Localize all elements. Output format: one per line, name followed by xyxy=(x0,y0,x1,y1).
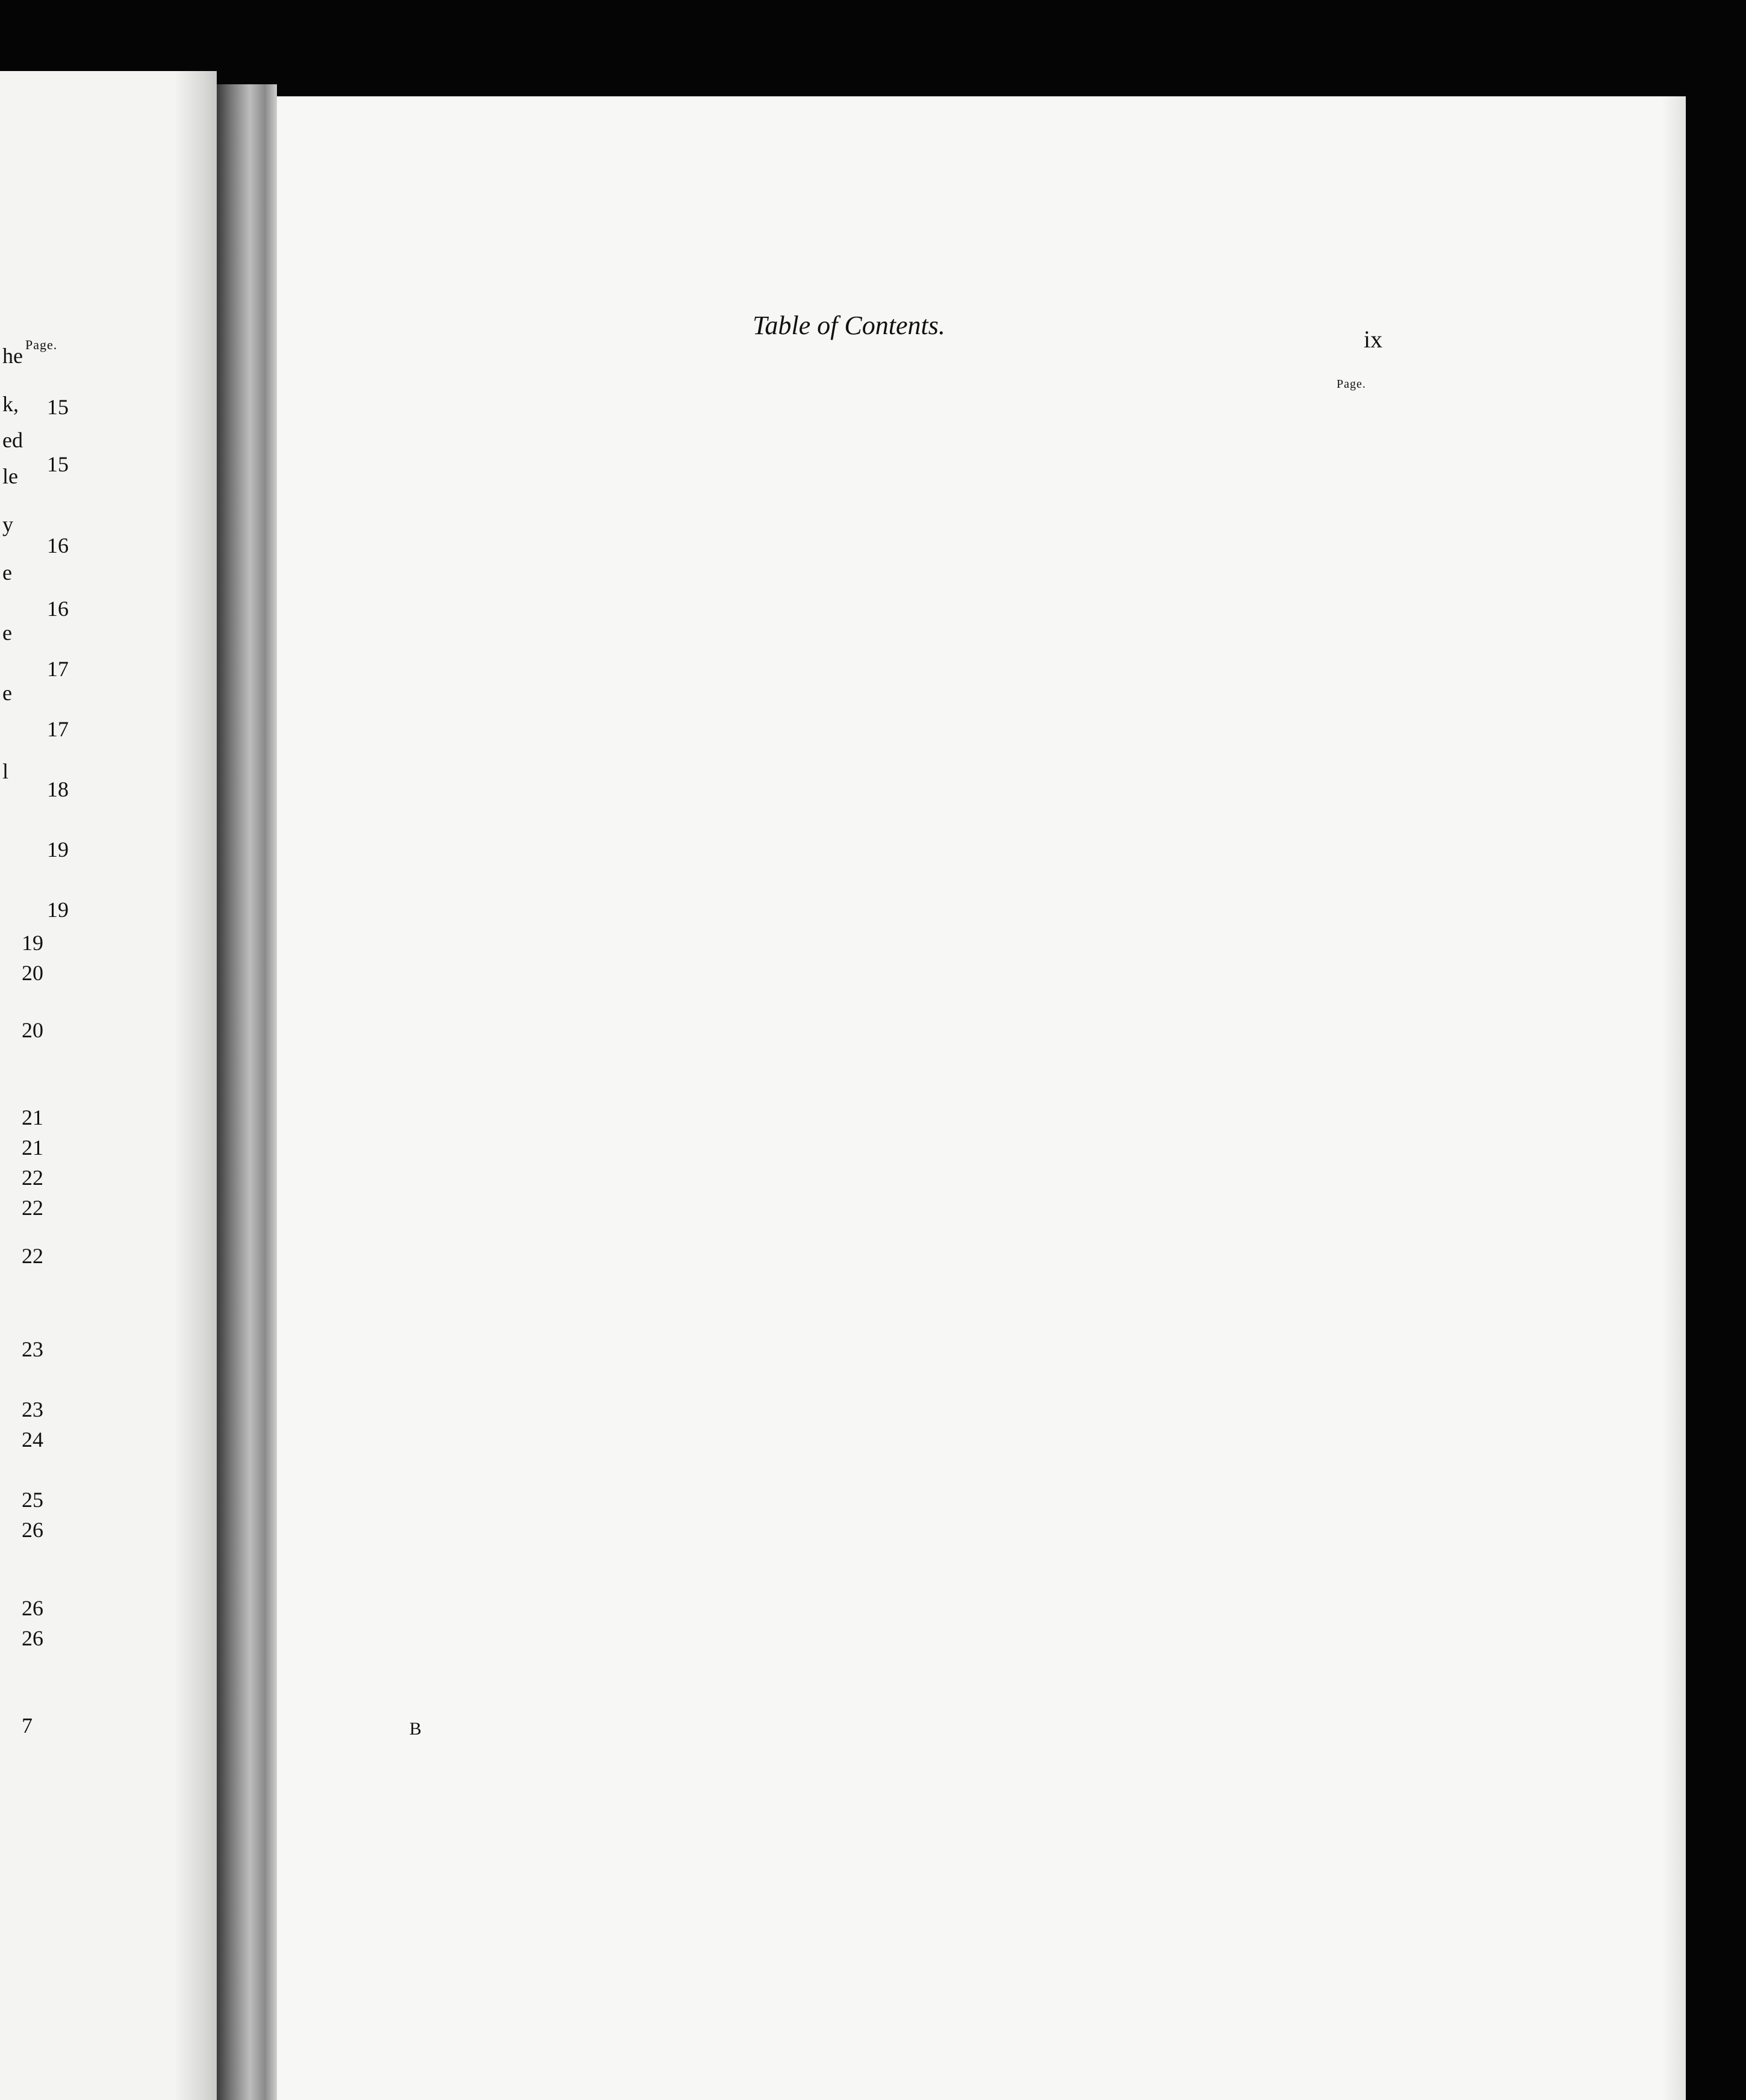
page-column-heading: Page. xyxy=(1337,377,1366,391)
left-page-number: 26 xyxy=(22,1626,43,1650)
left-page-number: 26 xyxy=(22,1596,43,1620)
left-page-number: 26 xyxy=(22,1518,43,1542)
left-page-fragment: e xyxy=(2,621,12,645)
left-page-number: 20 xyxy=(22,1018,43,1042)
left-page-number: 25 xyxy=(22,1488,43,1512)
left-page-number: 19 xyxy=(47,898,69,922)
left-page-number: 23 xyxy=(22,1397,43,1421)
left-page-number: 16 xyxy=(47,597,69,621)
left-page-number: 19 xyxy=(47,837,69,862)
left-page-fragment: y xyxy=(2,512,13,536)
left-page-number: 23 xyxy=(22,1337,43,1361)
folio-number: ix xyxy=(1364,326,1383,353)
left-page-number: 22 xyxy=(22,1244,43,1268)
left-page-fragment: ed xyxy=(2,428,23,452)
left-page-heading: Page. xyxy=(25,337,58,352)
left-page-number: 20 xyxy=(22,961,43,985)
left-page-fragment: l xyxy=(2,759,9,783)
left-page-fragment: e xyxy=(2,561,12,585)
running-title: Table of Contents. xyxy=(753,311,945,340)
left-page-number: 16 xyxy=(47,533,69,558)
left-page-number: 15 xyxy=(47,395,69,419)
left-page-number: 17 xyxy=(47,657,69,681)
left-page-number: 22 xyxy=(22,1166,43,1190)
left-page-number: 21 xyxy=(22,1105,43,1129)
left-page-number: 24 xyxy=(22,1427,43,1452)
left-page-number: 15 xyxy=(47,452,69,476)
left-page-number: 19 xyxy=(22,931,43,955)
left-page-number: 18 xyxy=(47,777,69,801)
signature-mark: B xyxy=(409,1719,422,1739)
left-page-fragment: k, xyxy=(2,392,19,416)
left-page-number: 17 xyxy=(47,717,69,741)
left-page-number: 7 xyxy=(22,1713,33,1738)
left-page-fragment: he xyxy=(2,344,23,368)
left-page-fragment: e xyxy=(2,681,12,705)
left-page-fragment: le xyxy=(2,464,18,488)
left-page-number: 22 xyxy=(22,1196,43,1220)
left-page-number: 21 xyxy=(22,1135,43,1160)
